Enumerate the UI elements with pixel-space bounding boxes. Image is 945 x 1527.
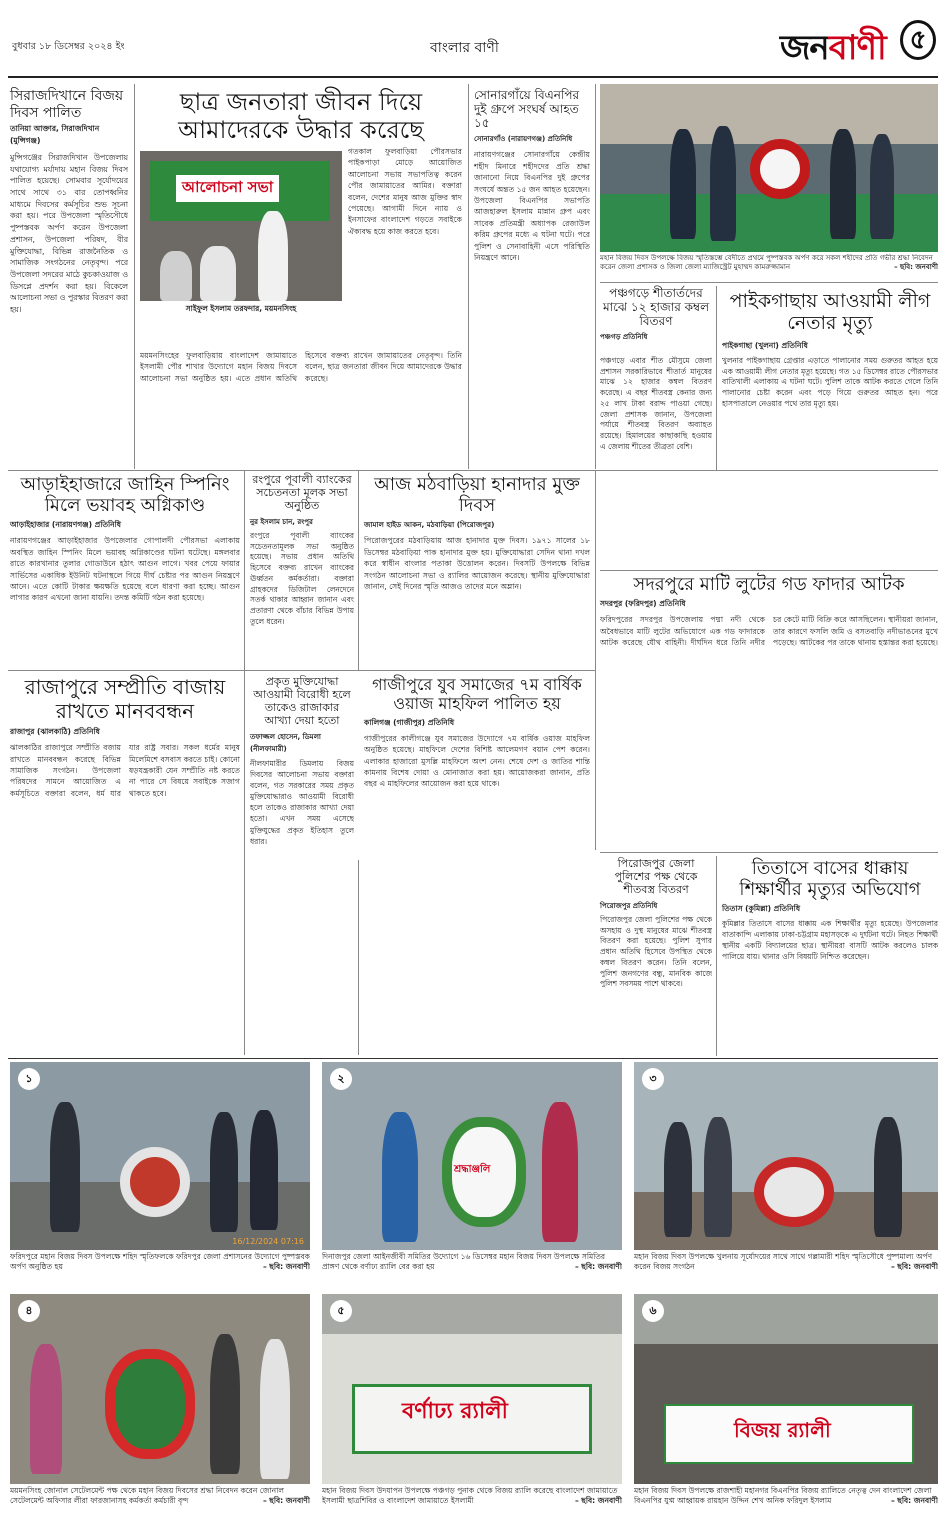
banner-text: বিজয় র‍্যালী [734, 1418, 831, 1442]
date-stamp: 16/12/2024 07:16 [232, 1237, 304, 1246]
photo-caption: দিনাজপুর জেলা আইনজীবী সমিতির উদ্যোগে ১৬ ডিসেম্বর মহান বিজয় দিবস উপলক্ষে সমিতির প্রাঙ্গণ থেকে বর্ণাঢ্য র‍্যালি বের করা হয় – ছবি: জনবাণী [322, 1252, 622, 1271]
column-rule [716, 286, 717, 470]
column-rule [358, 470, 359, 670]
article-body: গতকাল ফুলবাড়িয়া পৌরসভার পাইকপাড়া মোড়ে আয়োজিত আলোচনা সভায় সভাপতিত্ব করেন পৌর জামায়াতের আমির। বক্তারা বলেন, দেশের মানুষ আজ মুক্তির স্বাদ পেয়েছে। আগামী দিনে ন্যায় ও ইনসাফের বাংলাদেশ গড়তে সবাইকে ঐক্যবদ্ধ হয়ে কাজ করতে হবে। [348, 147, 462, 236]
headline: সিরাজদিখানে বিজয় দিবস পালিত [10, 88, 124, 121]
photo-number: ৪ [18, 1300, 40, 1322]
photo [10, 1294, 310, 1484]
byline: কালিগঞ্জ (গাজীপুর) প্রতিনিধি [364, 717, 455, 727]
article-body: নারায়ণগঞ্জের সোনারগাঁয়ে কেন্দ্রীয় শহীদ মিনারে শহীদদের প্রতি শ্রদ্ধা জানানো নিয়ে বিএনপির দুই গ্রুপের সংঘর্ষে অন্তত ১৫ জন আহত হয়েছেন। উপজেলা বিএনপির সভাপতি আজহারুল ইসলাম মান্নান গ্রুপ এবং সাবেক প্রতিমন্ত্রী অধ্যাপক রেজাউল করিম গ্রুপের মধ্যে এ ঘটনা ঘটে। পরে পুলিশ ও সেনাবাহিনী এসে পরিস্থিতি নিয়ন্ত্রণে আনে। [474, 150, 590, 262]
photo-caption: ফরিদপুরে মহান বিজয় দিবস উপলক্ষে শহিদ স্মৃতিফলকে ফরিদপুর জেলা প্রশাসনের উদ্যোগে পুষ্পস্তবক অর্পণ অনুষ্ঠিত হয় – ছবি: জনবাণী [10, 1252, 310, 1271]
person [200, 246, 236, 301]
photo-caption: সাইফুল ইসলাম তরফদার, ময়মনসিংহ [185, 303, 297, 313]
article-body: নারায়ণগঞ্জের আড়াইহাজার উপজেলার গোপালদী পৌরসভা এলাকায় অবস্থিত জাহিন স্পিনিং মিলে ভয়াবহ অগ্নিকাণ্ডের ঘটনা ঘটেছে। মঙ্গলবার রাতে কারখানার তুলার গোডাউনে হঠাৎ আগুন লাগে। খবর পেয়ে ফায়ার সার্ভিসের একাধিক ইউনিট ঘটনাস্থলে গিয়ে দীর্ঘ চেষ্টার পর আগুন নিয়ন্ত্রণে আনে। এতে কোটি টাকার ক্ষয়ক্ষতি হয়েছে বলে ধারণা করা হচ্ছে। আগুন লাগার কারণ এখনো জানা যায়নি। তদন্ত কমিটি গঠন করা হয়েছে। [10, 536, 240, 603]
photo-caption: ময়মনসিংহ জোনাল সেটেলমেন্ট পক্ষ থেকে মহান বিজয় দিবসের শ্রদ্ধা নিবেদন করেন জোনাল সেটেলমেন্ট অফিসার লীরা ফারজানাসহ কর্মকর্তা কর্মচারী বৃন্দ – ছবি: জনবাণী [10, 1486, 310, 1505]
article-body: পিরোজপুরের মঠবাড়িয়ায় আজ হানাদার মুক্ত দিবস। ১৯৭১ সালের ১৮ ডিসেম্বর মঠবাড়িয়া পাক হানাদার মুক্ত হয়। মুক্তিযোদ্ধারা সেদিন থানা দখল করে স্বাধীন বাংলার পতাকা উত্তোলন করেন। দিবসটি উপলক্ষে বিভিন্ন সংগঠন আলোচনা সভা ও র‌্যালির আয়োজন করেছে। স্থানীয় মুক্তিযোদ্ধারা জানান, সেই দিনের স্মৃতি আজও তাদের মনে অম্লান। [364, 536, 590, 592]
article-body: পিরোজপুর জেলা পুলিশের পক্ষ থেকে অসহায় ও দুস্থ মানুষের মাঝে শীতবস্ত্র বিতরণ করা হয়েছে। পুলিশ সুপার প্রধান অতিথি হিসেবে উপস্থিত থেকে কম্বল বিতরণ করেন। তিনি বলেন, পুলিশ জনগণের বন্ধু, মানবিক কাজে পুলিশ সবসময় পাশে থাকবে। [600, 914, 712, 989]
person [542, 1102, 578, 1242]
article-body: খুলনার পাইকগাছায় গ্রেপ্তার এড়াতে পালানোর সময় গুরুতর আহত হয়ে এক আওয়ামী লীগ নেতার মৃত্যু হয়েছে। গত ১৫ ডিসেম্বর রাতে পৌরসভার বাতিখালী এলাকায় এ ঘটনা ঘটে। পুলিশ তাকে আটক করতে গেলে তিনি পালানোর চেষ্টা করেন এবং পড়ে গিয়ে গুরুতর আহত হন। পরে হাসপাতালে নেওয়ার পথে তার মৃত্যু হয়। [722, 355, 938, 408]
byline: সোনারগাঁও (নারায়ণগঞ্জ) প্রতিনিধি [474, 135, 573, 144]
headline: রংপুরে পূবালী ব্যাংকের সচেতনতা মূলক সভা অনুষ্ঠিত [252, 473, 352, 512]
wreath [750, 139, 810, 199]
row-rule [600, 282, 938, 283]
photo-card-4 [10, 1294, 310, 1522]
byline: তিতাস (কুমিল্লা) প্রতিনিধি [722, 904, 801, 914]
row-rule [8, 670, 595, 671]
headline: প্রকৃত মুক্তিযোদ্ধা আওয়ামী বিরোধী হলে তাকেও রাজাকার আখ্যা দেয়া হতো [253, 675, 351, 727]
issue-date: বুধবার ১৮ ডিসেম্বর ২০২৪ ইং [12, 41, 125, 52]
photo [140, 151, 342, 301]
headline: রাজাপুরে সম্প্রীতি বাজায় রাখতে মানববন্ধন [24, 675, 226, 723]
photo-card-1 [10, 1062, 310, 1287]
article-body: কুমিল্লার তিতাসে বাসের ধাক্কায় এক শিক্ষার্থীর মৃত্যু হয়েছে। উপজেলার বাতাকান্দি এলাকায় ঢাকা-চট্টগ্রাম মহাসড়কে এ দুর্ঘটনা ঘটে। নিহত শিক্ষার্থী স্থানীয় একটি বিদ্যালয়ের ছাত্র। স্থানীয়রা বাসটি আটক করলেও চালক পালিয়ে যায়। থানার ওসি বিষয়টি নিশ্চিত করেছেন। [722, 919, 938, 961]
person [830, 129, 856, 239]
person [30, 1344, 62, 1474]
headline: ছাত্র জনতারা জীবন দিয়ে আমাদেরকে উদ্ধার করেছে [178, 88, 424, 145]
column-rule [358, 860, 359, 1055]
photo [322, 1062, 622, 1250]
person [382, 1112, 418, 1242]
section-name: বাংলার বাণী [430, 40, 499, 56]
wreath-text: শ্রদ্ধাঞ্জলি [454, 1164, 491, 1175]
person [870, 134, 894, 239]
row-rule [600, 570, 938, 571]
byline: পাইকগাছা (খুলনা) প্রতিনিধি [722, 340, 808, 350]
article-titas [722, 858, 938, 1054]
photo [600, 84, 938, 252]
photo-caption: মহান বিজয় দিবস উপলক্ষে খুলনায় সূর্যোদয়ের সাথে সাথে গল্লামারী শহিদ স্মৃতিসৌধে পুষ্পমাল্য অর্পণ করেন বিজয় সংগঠন – ছবি: জনবাণী [634, 1252, 938, 1271]
masthead-rule [8, 76, 938, 78]
person [260, 1339, 290, 1479]
person [210, 1112, 238, 1232]
article-sonargaon [474, 88, 590, 466]
row-rule [8, 470, 938, 471]
article-body: পঞ্চগড়ে এবার শীত মৌসুমে জেলা প্রশাসন সরকারিভাবে শীতার্ত মানুষের মাঝে ১২ হাজার কম্বল বিতরণ করেছে। এ বছর শীতবস্ত্র কেনার জন্য ২৫ লাখ টাকা বরাদ্দ পাওয়া গেছে। জেলা প্রশাসক জানান, উপজেলা পর্যায়ে শীতবস্ত্র বিতরণ অব্যাহত রয়েছে। হিমালয়ের কাছাকাছি হওয়ায় এ জেলায় শীতের তীব্রতা বেশি। [600, 356, 712, 451]
article-body: ময়মনসিংহের ফুলবাড়িয়ায় বাংলাদেশ জামায়াতে ইসলামী পৌর শাখার উদ্যোগে মহান বিজয় দিবসে আলোচনা সভা অনুষ্ঠিত হয়। এতে প্রধান অতিথি হিসেবে বক্তব্য রাখেন জামায়াতের নেতৃবৃন্দ। তিনি বলেন, ছাত্র জনতারা জীবন দিয়ে আমাদেরকে উদ্ধার করেছে। [140, 351, 462, 383]
person [160, 251, 192, 301]
article-body: ফরিদপুরের সদরপুর উপজেলায় পদ্মা নদী থেকে অবৈধভাবে মাটি লুটের অভিযোগে এক গড ফাদারকে আটক করেছে যৌথ বাহিনী। দীর্ঘদিন ধরে তিনি নদীর চর কেটে মাটি বিক্রি করে আসছিলেন। স্থানীয়রা জানান, তার কারণে ফসলি জমি ও বসতবাড়ি নদীভাঙনের মুখে পড়েছে। আটকের পর তাকে থানায় হস্তান্তর করা হয়েছে। [600, 615, 938, 648]
photo-number: ৩ [642, 1068, 664, 1090]
byline: পিরোজপুর প্রতিনিধি [600, 901, 658, 910]
article-chhatro [140, 88, 462, 466]
article-pirojpur [600, 858, 712, 1054]
byline: রাজাপুর (ঝালকাঠি) প্রতিনিধি [10, 727, 100, 737]
wreath [120, 1147, 190, 1217]
logo [780, 22, 886, 79]
article-sadarpur [600, 574, 938, 850]
byline: পঞ্চগড় প্রতিনিধি [600, 333, 648, 342]
banner-text: আলোচনা সভা [176, 175, 279, 202]
photo-card-6 [634, 1294, 938, 1522]
headline: আড়াইহাজারে জাহিন স্পিনিং মিলে ভয়াবহ অগ্নিকাণ্ড [20, 474, 230, 517]
column-rule [595, 84, 596, 469]
article-body: গাজীপুরের কালীগঞ্জে যুব সমাজের উদ্যোগে ৭ম বার্ষিক ওয়াজ মাহফিল অনুষ্ঠিত হয়েছে। মাহফিলে দেশের বিশিষ্ট আলেমগণ বয়ান পেশ করেন। এলাকার হাজারো মুসল্লি মাহফিলে অংশ নেন। শেষে দেশ ও জাতির শান্তি কামনায় বিশেষ দোয়া ও মোনাজাত করা হয়। আয়োজকরা জানান, প্রতি বছর এ মাহফিলের আয়োজন করা হয়ে থাকে। [364, 733, 590, 789]
photo [322, 1294, 622, 1484]
article-body: ঝালকাঠির রাজাপুরে সম্প্রীতি বজায় রাখতে মানববন্ধন করেছে বিভিন্ন সামাজিক সংগঠন। উপজেলা পরিষদের সামনে আয়োজিত এ কর্মসূচিতে বক্তারা বলেন, ধর্ম যার যার রাষ্ট্র সবার। সকল ধর্মের মানুষ মিলেমিশে বসবাস করতে চাই। কোনো ষড়যন্ত্রকারী যেন সম্প্রীতি নষ্ট করতে না পারে সে বিষয়ে সবাইকে সজাগ থাকতে হবে। [10, 743, 240, 798]
article-rangpur [250, 474, 354, 668]
article-sirajdikhan [10, 88, 128, 466]
page-number: ৫ [900, 20, 936, 60]
headline: সোনারগাঁয়ে বিএনপির দুই গ্রুপে সংঘর্ষ আহত ১৫ [474, 88, 580, 131]
photo-caption: মহান বিজয় দিবস উপলক্ষে রাজশাহী মহানগর বিএনপির বিজয় র‍্যালিতে নেতৃত্ব দেন বাংলাদেশ জেলা বিএনপির যুগ্ম আহ্বায়ক রায়হান উদ্দিন শেখ অনিক ফরিদুল ইসলাম – ছবি: জনবাণী [634, 1486, 938, 1505]
person [704, 1117, 732, 1237]
photo-card-5 [322, 1294, 622, 1522]
column-rule [595, 470, 596, 850]
article-body: নীলফামারীর ডিমলায় বিজয় দিবসের আলোচনা সভায় বক্তারা বলেন, গত সরকারের সময় প্রকৃত মুক্তিযোদ্ধারাও আওয়ামী বিরোধী হলে তাকেও রাজাকার আখ্যা দেয়া হতো। এখন সময় এসেছে মুক্তিযুদ্ধের প্রকৃত ইতিহাস তুলে ধরার। [250, 758, 354, 846]
photo-top-right [600, 84, 938, 279]
person [50, 1102, 80, 1232]
photo [634, 1062, 938, 1250]
column-rule [244, 470, 245, 670]
column-rule [468, 84, 469, 469]
headline: সদরপুরে মাটি লুটের গড ফাদার আটক [633, 574, 905, 595]
row-rule [8, 1058, 938, 1059]
byline: তফাজ্জল হোসেন, ডিমলা (নীলফামারী) [250, 732, 321, 753]
byline: নুর ইসলাম চান, রংপুর [250, 517, 313, 526]
row-rule [600, 852, 938, 853]
photo-card-3 [634, 1062, 938, 1287]
photo-number: ২ [330, 1068, 352, 1090]
article-gazipur [364, 676, 590, 1054]
article-rajapur [10, 676, 240, 1054]
article-muktijoddha [250, 676, 354, 1054]
photo-caption: মহান বিজয় দিবস উদযাপন উপলক্ষে পঞ্চগড় পুনাক থেকে বিজয় র‍্যালি করেছে বাংলাদেশ জামায়াতে ইসলামী ছাত্রশিবির ও বাংলাদেশ জামায়াতে ইসলামী – ছবি: জনবাণী [322, 1486, 622, 1505]
person [258, 211, 288, 301]
photo-number: ৬ [642, 1300, 664, 1322]
person [874, 1117, 902, 1237]
person [710, 126, 736, 241]
wreath [754, 1157, 834, 1227]
masthead [0, 0, 945, 85]
article-araihazar [10, 474, 240, 668]
article-panchagarh-body [600, 356, 712, 466]
photo [10, 1062, 310, 1250]
headline: পঞ্চগড়ে শীতার্তদের মাঝে ১২ হাজার কম্বল বিতরণ [602, 286, 710, 329]
headline: গাজীপুরে যুব সমাজের ৭ম বার্ষিক ওয়াজ মাহফিল পালিত হয় [372, 675, 582, 713]
photo-card-2 [322, 1062, 622, 1287]
article-body: মুন্সিগঞ্জের সিরাজদিখান উপজেলায় যথাযোগ্য মর্যাদায় মহান বিজয় দিবস পালিত হয়েছে। সোমবার সূর্যোদয়ের সাথে সাথে ৩১ বার তোপধ্বনির মাধ্যমে দিবসের কর্মসূচির শুভ সূচনা করা হয়। পরে উপজেলা স্মৃতিসৌধে পুষ্পস্তবক অর্পণ করেন উপজেলা প্রশাসন, উপজেলা পরিষদ, বীর মুক্তিযোদ্ধা, বিভিন্ন রাজনৈতিক ও সামাজিক সংগঠনের নেতৃবৃন্দ। পরে উপজেলা সদরের মাঠে কুচকাওয়াজ ও ডিসপ্লে প্রদর্শন করা হয়। বিকেলে আলোচনা সভা ও পুরস্কার বিতরণ করা হয়। [10, 153, 128, 314]
column-rule [716, 856, 717, 1056]
headline: আজ মঠবাড়িয়া হানাদার মুক্ত দিবস [374, 474, 580, 517]
byline: তানিয়া আক্তার, সিরাজদিখান (মুন্সিগঞ্জ) [10, 124, 100, 146]
headline: তিতাসে বাসের ধাক্কায় শিক্ষার্থীর মৃত্যুর অভিযোগ [739, 858, 921, 901]
article-mathbaria [364, 474, 590, 668]
banner-text: বর্ণাঢ্য র‍্যালী [402, 1398, 508, 1424]
person [664, 1122, 692, 1237]
person [210, 1334, 240, 1474]
photo-number: ১ [18, 1068, 40, 1090]
article-paikgachha [722, 290, 938, 468]
photo [634, 1294, 938, 1484]
wreath [105, 1349, 195, 1459]
logo-mid: বাণী [828, 28, 886, 68]
article-body: রংপুরে পূবালী ব্যাংকের সচেতনতামূলক সভা অনুষ্ঠিত হয়েছে। সভায় প্রধান অতিথি হিসেবে বক্তব্য রাখেন ব্যাংকের ঊর্ধ্বতন কর্মকর্তারা। বক্তারা গ্রাহকদের ডিজিটাল লেনদেনে সতর্ক থাকার আহ্বান জানান এবং প্রতারণা থেকে বাঁচার বিভিন্ন উপায় তুলে ধরেন। [250, 530, 354, 626]
person [670, 129, 696, 239]
byline: সদরপুর (ফরিদপুর) প্রতিনিধি [600, 599, 686, 609]
column-rule [134, 84, 135, 469]
person [250, 1110, 278, 1230]
logo-left: জন [780, 28, 829, 68]
photo-number: ৫ [330, 1300, 352, 1322]
headline: পাইকগাছায় আওয়ামী লীগ নেতার মৃত্যু [729, 290, 931, 335]
column-rule [244, 670, 245, 1055]
photo-caption: মহান বিজয় দিবস উপলক্ষে বিজয় স্মৃতিস্তম্ভে বেদীতে প্রথমে পুষ্পস্তবক অর্পণ করে সকল শহীদের প্রতি গভীর শ্রদ্ধা নিবেদন করেন জেলা প্রশাসক ও জিলা জেলা ম্যাজিস্ট্রেট মুহাম্মদ কামরুজ্জামান – ছবি: জনবাণী [600, 254, 938, 272]
byline: জামাল হাইড আকন, মঠবাড়িয়া (পিরোজপুর) [364, 520, 495, 530]
byline: আড়াইহাজার (নারায়ণগঞ্জ) প্রতিনিধি [10, 520, 121, 530]
headline: পিরোজপুর জেলা পুলিশের পক্ষ থেকে শীতবস্ত্র বিতরণ [614, 857, 698, 896]
